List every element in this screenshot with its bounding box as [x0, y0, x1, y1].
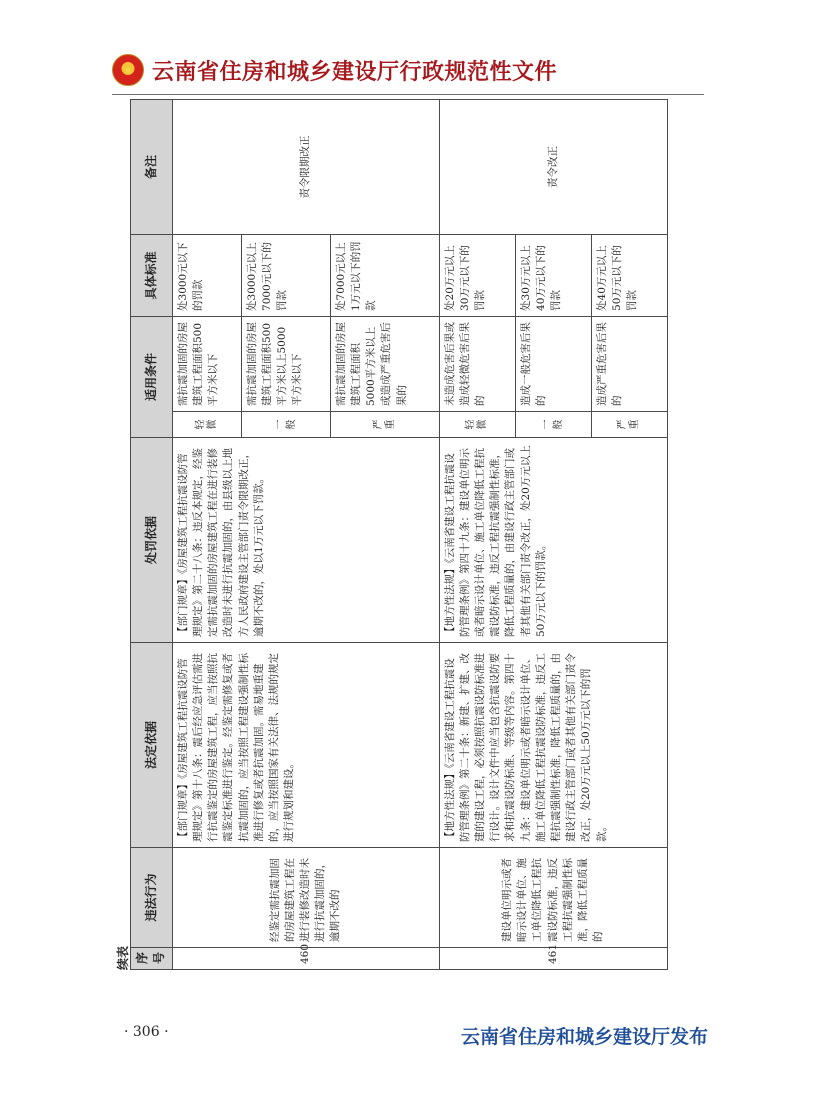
legal-basis-cell: 【地方性法规】《云南省建设工程抗震设防管理条例》第二十条：新建、扩建、改建的建设工程，必须按照抗震设防标准进行设计。设计文件中应当包含抗震设防要求和抗震设防标准、等级等内容。第四十九条：建设单位明示或者暗示设计单位、施工单位降低工程抗震设防标准，违反工程抗震强制性标准，降低工程质量的，由建设行政主管部门或者其他有关部门责令改正，处20万元以上50万元以下的罚款。: [439, 643, 668, 848]
header-title: 云南省住房和城乡建设厅行政规范性文件: [152, 59, 558, 85]
rotated-table-region: [114, 100, 670, 970]
continued-label: 续表: [116, 945, 130, 970]
remark-cell: 责令限期改正: [172, 99, 439, 234]
national-emblem-icon: ★: [112, 54, 144, 86]
page-number: · 306 ·: [124, 1024, 169, 1040]
legal-basis-cell: 【部门规章】《房屋建筑工程抗震设防管理规定》第十八条：震后经应急评估需进行抗震鉴定的房屋建筑工程，应当按照抗震鉴定标准进行鉴定。经鉴定需修复或者抗震加固的，应当按照工程建设强制性标准进行修复或者抗震加固。需易地重建的，应当按照国家有关法律、法规的规定进行规划和建设。: [172, 643, 439, 848]
header-penalty-basis: 处罚依据: [131, 438, 173, 643]
condition-cell: 未造成危害后果或造成轻微危害后果的: [439, 316, 515, 411]
header-remark: 备注: [131, 99, 173, 234]
table-row: [172, 99, 241, 969]
standard-cell: 处40万元以上50万元以下的罚款: [591, 234, 667, 316]
level-cell: 严重: [330, 412, 439, 438]
header-rule: [112, 94, 704, 95]
condition-cell: 造成一般危害后果的: [515, 316, 591, 411]
level-cell: 轻微: [439, 412, 515, 438]
table-row: [439, 99, 515, 969]
row-number: 461: [439, 948, 668, 970]
publisher-label: 云南省住房和城乡建设厅发布: [460, 1026, 708, 1048]
table-header-row: [131, 99, 173, 969]
violation-cell: 经鉴定需抗震加固的房屋建筑工程在进行装修改造时未进行抗震加固的，逾期不改的: [172, 848, 439, 948]
standard-cell: 处20万元以上30万元以下的罚款: [439, 234, 515, 316]
condition-cell: 需抗震加固的房屋建筑工程面积5000平方米以上或造成严重危害后果的: [330, 316, 439, 411]
level-cell: 一般: [515, 412, 591, 438]
header-legal-basis: 法定依据: [131, 643, 173, 848]
condition-cell: 需抗震加固的房屋建筑工程面积500平方米以上5000平方米以下: [241, 316, 330, 411]
violation-cell: 建设单位明示或者暗示设计单位、施工单位降低工程抗震设防标准，违反工程抗震强制性标准，降低工程质量的: [439, 848, 668, 948]
penalty-basis-cell: 【地方性法规】《云南省建设工程抗震设防管理条例》第四十九条：建设单位明示或者暗示设计单位、施工单位降低工程抗震设防标准，违反工程抗震强制性标准，降低工程质量的，由建设行政主管部门或者其他有关部门责令改正，处20万元以上50万元以下的罚款。: [439, 438, 668, 643]
penalty-table: [130, 99, 668, 970]
standard-cell: 处7000元以上1万元以下的罚款: [330, 234, 439, 316]
penalty-basis-cell: 【部门规章】《房屋建筑工程抗震设防管理规定》第二十八条：违反本规定，经鉴定需抗震加固的房屋建筑工程在进行装修改造时未进行抗震加固的，由县级以上地方人民政府建设主管部门责令限期改正，逾期不改的，处以1万元以下罚款。: [172, 438, 439, 643]
standard-cell: 处3000元以下的罚款: [172, 234, 241, 316]
header-condition: 适用条件: [131, 316, 173, 437]
header-violation: 违法行为: [131, 848, 173, 948]
header-no: 序号: [131, 948, 173, 970]
level-cell: 轻微: [172, 412, 241, 438]
condition-cell: 需抗震加固的房屋建筑工程面积500平方米以下: [172, 316, 241, 411]
standard-cell: 处3000元以上7000元以下的罚款: [241, 234, 330, 316]
standard-cell: 处30万元以上40万元以下的罚款: [515, 234, 591, 316]
level-cell: 一般: [241, 412, 330, 438]
header-standard: 具体标准: [131, 234, 173, 316]
level-cell: 严重: [591, 412, 667, 438]
document-header: [112, 54, 557, 86]
row-number: 460: [172, 948, 439, 970]
remark-cell: 责令改正: [439, 99, 668, 234]
condition-cell: 造成严重危害后果的: [591, 316, 667, 411]
